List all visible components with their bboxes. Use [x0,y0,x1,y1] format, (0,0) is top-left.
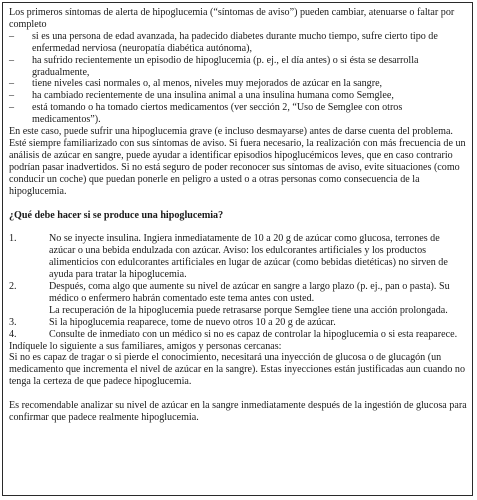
dash-bullet: – [9,102,15,114]
step-item [9,233,467,281]
step-number: 3. [9,316,17,328]
step-text: Después, coma algo que aumente su nivel de azúcar en sangre a largo plazo (p. ej., pan o pasta). Su médico o enfermero habrán comentado este tema antes con usted. [49,281,450,304]
step-number: 1. [9,233,17,245]
step-number: 4. [9,328,17,340]
leaflet-section-frame [2,2,473,496]
list-item [9,102,467,126]
warning-paragraph: En este caso, puede sufrir una hipoglucemia grave (e incluso desmayarse) antes de darse cuenta del problema. Esté siempre familiarizado con sus síntomas de aviso. Si fuera necesario, la realización con más frecuencia de un análisis de azúcar en sangre, puede ayudar a identificar episodios hipoglucémicos leves, que en caso contrario podrían pasar inadvertidos. Si no está seguro de poder reconocer sus síntomas de aviso, evite situaciones (como conducir un coche) que puedan ponerle en peligro a usted o a otras personas como consecuencia de la hipoglucemia. [9,126,466,197]
list-item-text: ha sufrido recientemente un episodio de hipoglucemia (p. ej., el día antes) o si ésta se desarrolla gradualmente, [32,54,419,78]
step-item [9,317,467,329]
warning-conditions-list [9,31,467,126]
dash-bullet: – [9,90,15,102]
step-text: Si la hipoglucemia reaparece, tome de nuevo otros 10 a 20 g de azúcar. [49,316,336,328]
list-item [9,90,467,102]
list-item-text: si es una persona de edad avanzada, ha padecido diabetes durante mucho tiempo, sufre cierto tipo de enfermedad nerviosa (neuropatía diabética autónoma), [32,30,438,54]
list-item-text: ha cambiado recientemente de una insulina animal a una insulina humana como Semglee, [32,90,394,102]
intro-text: Los primeros síntomas de alerta de hipoglucemia (“síntomas de aviso”) pueden cambiar, atenuarse o faltar por completo [9,7,455,30]
list-item [9,55,467,79]
list-item [9,31,467,55]
recommendation-paragraph: Es recomendable analizar su nivel de azúcar en la sangre inmediatamente después de la ingestión de glucosa para confirmar que padece realmente hipoglucemia. [9,400,467,424]
dash-bullet: – [9,30,15,42]
step-number: 2. [9,281,17,293]
list-item-text: está tomando o ha tomado ciertos medicamentos (ver sección 2, “Uso de Semglee con otros medicamentos”). [32,102,403,126]
inform-paragraph: Si no es capaz de tragar o si pierde el conocimiento, necesitará una inyección de glucosa o de glucagón (un medicamento que incrementa el nivel de azúcar en la sangre). Estas inyecciones están justificadas aun cuando no tenga la certeza de que padece hipoglucemia. [9,352,465,388]
hypoglycemia-steps-list [9,233,467,340]
step-text: Consulte de inmediato con un médico si no es capaz de controlar la hipoglucemia o si esta reaparece. [49,328,458,340]
dash-bullet: – [9,54,15,66]
list-item [9,78,467,90]
dash-bullet: – [9,78,15,90]
step-text: No se inyecte insulina. Ingiera inmediatamente de 10 a 20 g de azúcar como glucosa, terrones de azúcar o una bebida endulzada con azúcar. Aviso: los edulcorantes artificiales y los productos alimenticios con edulcorantes artificiales en lugar de azúcar (como bebidas dietéticas) no sirven de ayuda para tratar la hipoglucemia. [49,233,448,281]
step-extra-text: La recuperación de la hipoglucemia puede retrasarse porque Semglee tiene una acción prolongada. [49,304,448,316]
step-item [9,329,467,341]
inform-heading: Indíquele lo siguiente a sus familiares, amigos y personas cercanas: [9,340,282,352]
step-item [9,281,467,317]
section-question-heading: ¿Qué debe hacer si se produce una hipoglucemia? [9,209,224,221]
list-item-text: tiene niveles casi normales o, al menos, niveles muy mejorados de azúcar en la sangre, [32,78,383,90]
